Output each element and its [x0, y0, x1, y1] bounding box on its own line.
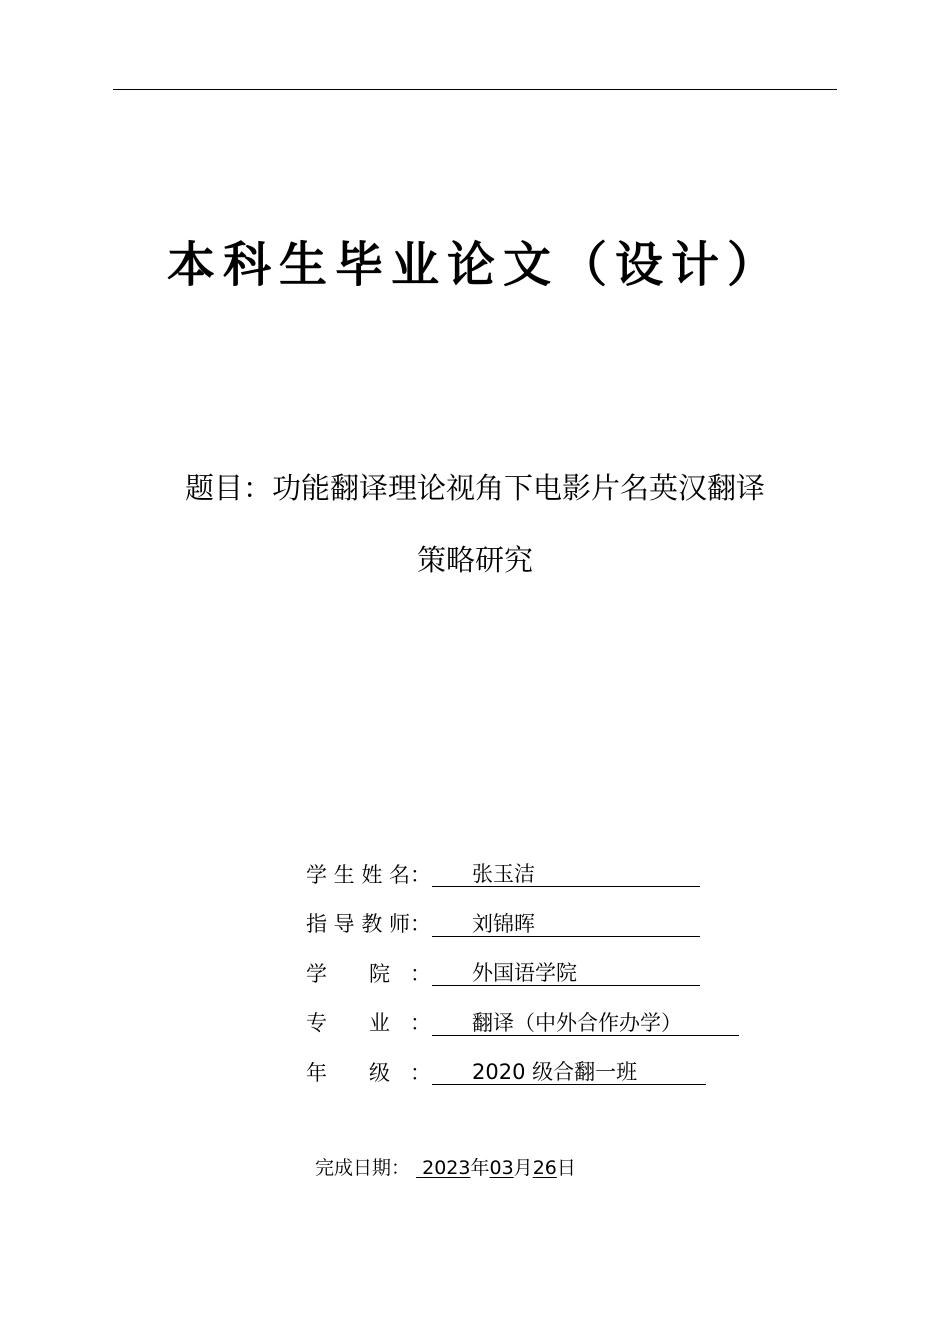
info-row-major	[306, 999, 739, 1049]
info-value-grade: 2020 级合翻一班	[432, 1060, 706, 1085]
thesis-subject	[60, 452, 890, 596]
info-colon: ：	[410, 1060, 431, 1085]
info-row-advisor	[306, 900, 739, 950]
completion-year: 2023	[422, 1157, 471, 1179]
subject-line-1: 题目：功能翻译理论视角下电影片名英汉翻译	[184, 471, 765, 505]
info-colon: ：	[410, 912, 431, 937]
info-label: 学 生 姓 名	[306, 862, 410, 887]
info-colon: ：	[410, 1011, 431, 1036]
info-label: 学 院	[306, 961, 390, 986]
completion-month-unit: 月	[513, 1157, 533, 1179]
info-label: 指 导 教 师	[306, 912, 410, 937]
subject-line-2: 策略研究	[416, 543, 533, 577]
info-value-school: 外国语学院	[432, 961, 700, 986]
completion-date-label: 完成日期：	[315, 1157, 411, 1179]
header-rule	[113, 89, 837, 90]
info-row-grade	[306, 1048, 739, 1098]
info-row-student-name	[306, 850, 739, 900]
completion-year-unit: 年	[470, 1157, 490, 1179]
completion-month: 03	[489, 1157, 514, 1179]
student-info-block	[306, 850, 739, 1098]
completion-day: 26	[532, 1157, 557, 1179]
info-colon: ：	[410, 862, 431, 887]
thesis-type-title: 本科生毕业论文（设计）	[166, 237, 783, 293]
info-label: 专 业	[306, 1011, 390, 1036]
info-colon: ：	[410, 961, 431, 986]
completion-date	[315, 1154, 576, 1182]
info-value-major: 翻译（中外合作办学）	[432, 1011, 739, 1036]
info-row-school	[306, 949, 739, 999]
info-value-student-name: 张玉洁	[432, 862, 700, 887]
info-value-advisor: 刘锦晖	[432, 912, 700, 937]
info-label: 年 级	[306, 1060, 390, 1085]
completion-day-unit: 日	[556, 1157, 576, 1179]
